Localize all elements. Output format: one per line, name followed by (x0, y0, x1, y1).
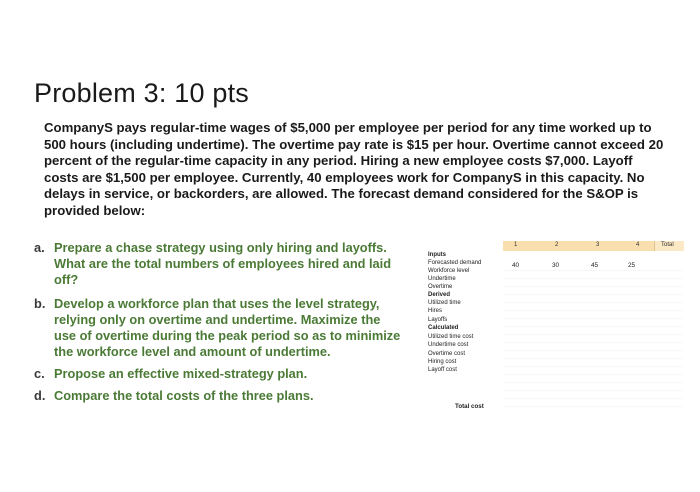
row-label: Overtime (428, 284, 453, 290)
forecast-value: 30 (552, 262, 560, 269)
row-label: Overtime cost (428, 351, 466, 357)
task-item (34, 240, 404, 288)
forecast-value: 25 (628, 262, 636, 269)
task-item (34, 296, 404, 360)
period-header: 3 (596, 242, 600, 248)
task-text: Prepare a chase strategy using only hiring and layoffs. What are the total numbers of employees hired and laid off? (54, 240, 392, 287)
task-letter: a. (34, 240, 45, 255)
period-header: 4 (636, 242, 640, 248)
sheet-grid (503, 270, 683, 410)
task-text: Propose an effective mixed-strategy plan. (54, 366, 308, 381)
row-label: Utilized time (428, 300, 461, 306)
period-header: 1 (514, 242, 518, 248)
row-label: Workforce level (428, 268, 470, 274)
task-letter: d. (34, 388, 46, 403)
row-label: Inputs (428, 252, 446, 258)
task-text: Compare the total costs of the three plans. (54, 388, 314, 403)
problem-statement (44, 120, 664, 220)
row-label: Calculated (428, 325, 459, 331)
row-label: Derived (428, 292, 451, 298)
row-label: Forecasted demand (428, 260, 482, 266)
forecast-value: 40 (512, 262, 520, 269)
row-label: Layoffs (428, 317, 448, 323)
problem-paragraph: CompanyS pays regular-time wages of $5,000 per employee per period for any time worked up to 500 hours (including undertime). The overtime pay rate is $15 per hour. Overtime cannot exceed 20 percent of the regular-time capacity in any period. Hiring a new employee costs $7,000. Layoff costs are $1,500 per employee. Currently, 40 employees work for CompanyS in this capacity. No delays in service, or backorders, are allowed. The forecast demand considered for the S&OP is provided below: (44, 120, 664, 218)
row-label: Hires (428, 308, 443, 314)
total-cost-label: Total cost (455, 403, 484, 410)
total-header: Total (661, 242, 674, 248)
row-label: Layoff cost (428, 367, 457, 373)
row-label: Utilized time cost (428, 334, 474, 340)
row-label: Undertime (428, 276, 456, 282)
spreadsheet (428, 240, 683, 420)
row-label: Hiring cost (428, 359, 457, 365)
task-letter: b. (34, 296, 46, 311)
task-item (34, 366, 404, 382)
page-title: Problem 3: 10 pts (34, 78, 250, 108)
task-letter: c. (34, 366, 45, 381)
forecast-value: 45 (591, 262, 599, 269)
task-text: Develop a workforce plan that uses the level strategy, relying only on overtime and undertime. Maximize the use of overtime during the peak period so as to minimize the workforce level and amount of undertime. (54, 296, 401, 359)
row-label: Undertime cost (428, 342, 469, 348)
task-list (34, 240, 404, 409)
period-header: 2 (555, 242, 559, 248)
task-item (34, 388, 404, 404)
